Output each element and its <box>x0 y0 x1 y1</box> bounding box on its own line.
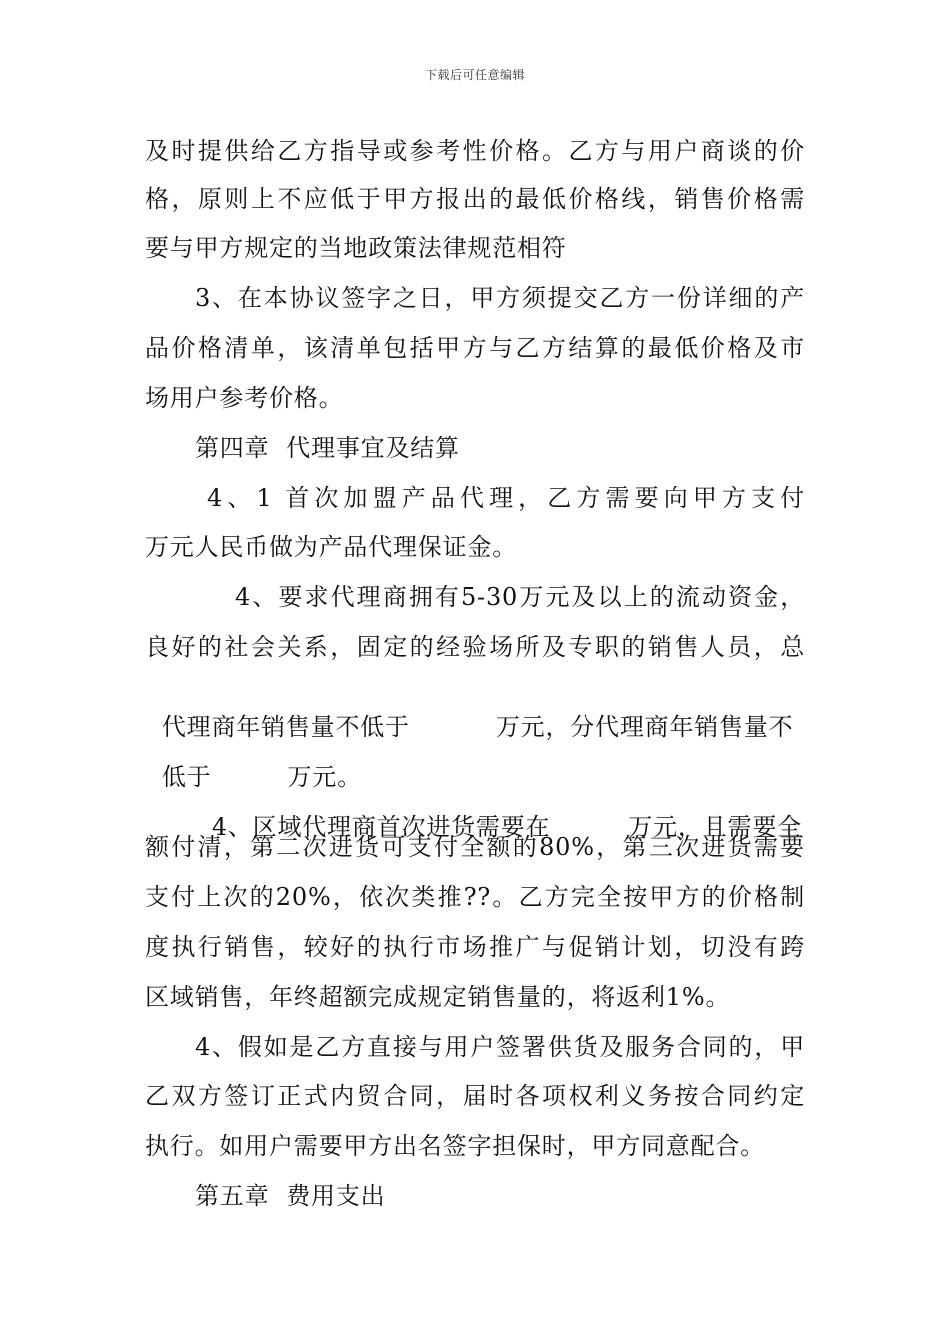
paragraph-line: 4、要求代理商拥有5-30万元及以上的流动资金， <box>235 583 805 611</box>
text-segment: 代理商年销售量不低于 <box>161 713 410 741</box>
paragraph-line: 4、1 首次加盟产品代理，乙方需要向甲方支付 <box>207 484 805 512</box>
paragraph-line: 3、在本协议签字之日，甲方须提交乙方一份详细的产 <box>195 284 805 312</box>
paragraph-line: 执行。如用户需要甲方出名签字担保时，甲方同意配合。 <box>145 1132 765 1160</box>
paragraph-line: 场用户参考价格。 <box>145 384 344 412</box>
text-segment: 万元，且需要全 <box>628 813 802 841</box>
paragraph-line: 支付上次的20%，依次类推??。乙方完全按甲方的价格制 <box>145 883 805 911</box>
paragraph-line: 区域销售，年终超额完成规定销售量的，将返利1%。 <box>145 983 731 1011</box>
paragraph-line: 良好的社会关系，固定的经验场所及专职的销售人员，总 <box>145 633 805 661</box>
text-segment: 4、区域代理商首次进货需要在 <box>211 813 551 841</box>
text-segment: 低于 <box>161 763 212 791</box>
paragraph-line: 乙双方签订正式内贸合同，届时各项权利义务按合同约定 <box>145 1082 805 1110</box>
paragraph-line: 品价格清单，该清单包括甲方与乙方结算的最低价格及市 <box>145 334 805 362</box>
text-segment: 万元，分代理商年销售量不 <box>495 713 794 741</box>
page-header: 下载后可任意编辑 <box>424 68 525 82</box>
paragraph-line: 额付清，第二次进货可支付全额的80%，第三次进货需要 <box>145 833 805 861</box>
paragraph-line: 度执行销售，较好的执行市场推广与促销计划，切没有跨 <box>145 933 805 961</box>
text-segment: 万元。 <box>287 763 362 791</box>
paragraph-line: 及时提供给乙方指导或参考性价格。乙方与用户商谈的价 <box>145 137 805 165</box>
paragraph-line: 格，原则上不应低于甲方报出的最低价格线，销售价格需 <box>145 185 805 213</box>
chapter-heading: 第四章 代理事宜及结算 <box>195 434 460 462</box>
paragraph-line: 要与甲方规定的当地政策法律规范相符 <box>145 234 567 262</box>
paragraph-line: 万元人民币做为产品代理保证金。 <box>145 533 517 561</box>
paragraph-line: 4、假如是乙方直接与用户签署供货及服务合同的，甲 <box>195 1033 805 1061</box>
chapter-heading: 第五章 费用支出 <box>195 1182 386 1210</box>
